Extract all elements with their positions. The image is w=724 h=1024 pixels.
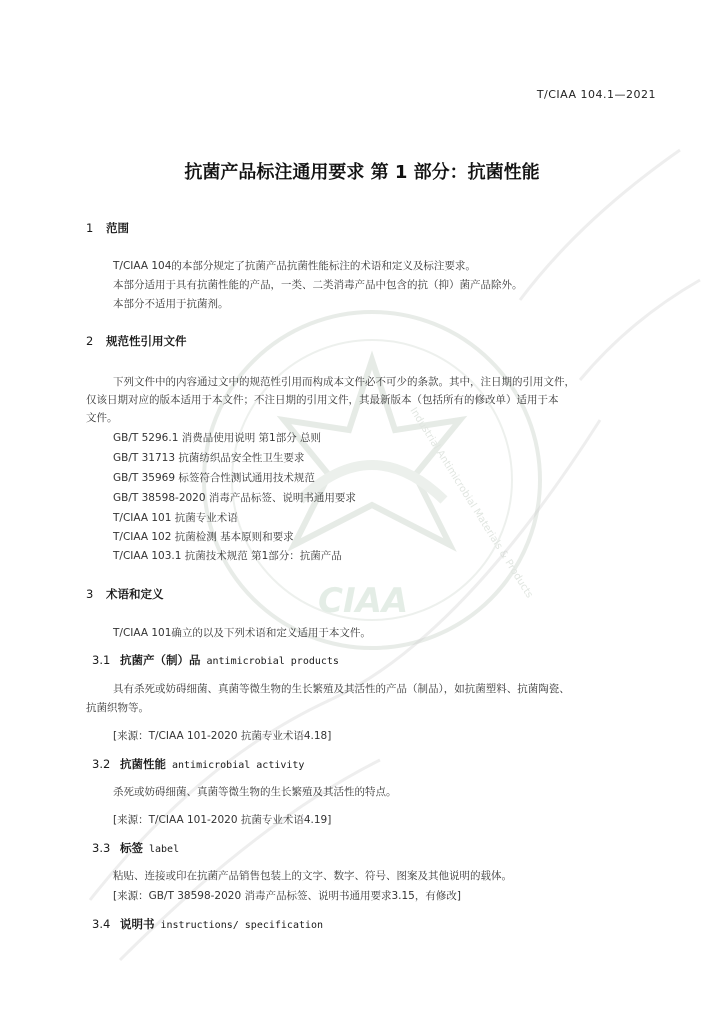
scope-paragraph-2: 本部分适用于具有抗菌性能的产品，一类、二类消毒产品中包含的抗（抑）菌产品除外。 [113, 279, 523, 291]
reference-item: GB/T 5296.1 消费品使用说明 第1部分 总则 [113, 432, 322, 444]
term-number: 3.4 [92, 917, 111, 931]
document-title: 抗菌产品标注通用要求 第 1 部分：抗菌性能 [184, 162, 540, 183]
term-source: [来源：T/CIAA 101-2020 抗菌专业术语4.18] [113, 730, 332, 742]
section-1-number: 1 [86, 221, 94, 235]
term-english: antimicrobial activity [172, 760, 305, 771]
term-source: [来源：T/CIAA 101-2020 抗菌专业术语4.19] [113, 814, 332, 826]
references-intro-line-1: 下列文件中的内容通过文中的规范性引用而构成本文件必不可少的条款。其中，注日期的引用文件， [113, 376, 575, 388]
reference-item: GB/T 35969 标签符合性测试通用技术规范 [113, 472, 315, 484]
scope-paragraph-3: 本部分不适用于抗菌剂。 [113, 298, 229, 310]
term-number: 3.1 [92, 653, 111, 667]
term-name: 抗菌性能 [120, 757, 166, 771]
term-source: [来源：GB/T 38598-2020 消毒产品标签、说明书通用要求3.15，有修改] [113, 890, 461, 902]
term-definition-line-1: 杀死或妨碍细菌、真菌等微生物的生长繁殖及其活性的特点。 [113, 786, 397, 798]
standard-code: T/CIAA 104.1—2021 [536, 88, 656, 101]
section-3-title: 术语和定义 [106, 587, 164, 601]
section-3-heading [86, 586, 164, 602]
term-3-2-heading [92, 756, 304, 772]
term-3-3-heading [92, 840, 179, 856]
term-number: 3.3 [92, 841, 111, 855]
terms-intro: T/CIAA 101确立的以及下列术语和定义适用于本文件。 [113, 627, 371, 639]
reference-item: T/CIAA 101 抗菌专业术语 [113, 512, 238, 524]
scope-paragraph-1: T/CIAA 104的本部分规定了抗菌产品抗菌性能标注的术语和定义及标注要求。 [113, 260, 476, 272]
term-definition-line-1: 具有杀死或妨碍细菌、真菌等微生物的生长繁殖及其活性的产品（制品），如抗菌塑料、抗菌陶瓷、 [113, 683, 570, 695]
term-name: 说明书 [120, 917, 155, 931]
references-intro-line-2: 仅该日期对应的版本适用于本文件；不注日期的引用文件，其最新版本（包括所有的修改单）适用于本 [86, 394, 559, 406]
section-2-number: 2 [86, 334, 94, 348]
term-number: 3.2 [92, 757, 111, 771]
section-2-title: 规范性引用文件 [106, 334, 187, 348]
term-english: antimicrobial products [206, 656, 339, 667]
section-1-title: 范围 [106, 221, 129, 235]
term-3-1-heading [92, 652, 339, 668]
section-1-heading [86, 220, 129, 236]
term-name: 标签 [120, 841, 143, 855]
term-name: 抗菌产（制）品 [120, 653, 201, 667]
term-3-4-heading [92, 916, 323, 932]
term-definition-line-2: 抗菌织物等。 [86, 702, 149, 714]
term-definition-line-1: 粘贴、连接或印在抗菌产品销售包装上的文字、数字、符号、图案及其他说明的载体。 [113, 870, 512, 882]
term-english: instructions/ specification [160, 920, 324, 931]
reference-item: T/CIAA 103.1 抗菌技术规范 第1部分：抗菌产品 [113, 550, 342, 562]
section-2-heading [86, 333, 187, 349]
watermark-ring-text: Industrial Antimicrobial Materials & Products [407, 405, 535, 601]
references-intro-line-3: 文件。 [86, 412, 118, 424]
reference-item: T/CIAA 102 抗菌检测 基本原则和要求 [113, 531, 294, 543]
term-english: label [149, 844, 180, 855]
watermark-logo-text: CIAA [318, 581, 409, 621]
reference-item: GB/T 31713 抗菌纺织品安全性卫生要求 [113, 452, 305, 464]
section-3-number: 3 [86, 587, 94, 601]
reference-item: GB/T 38598-2020 消毒产品标签、说明书通用要求 [113, 492, 356, 504]
